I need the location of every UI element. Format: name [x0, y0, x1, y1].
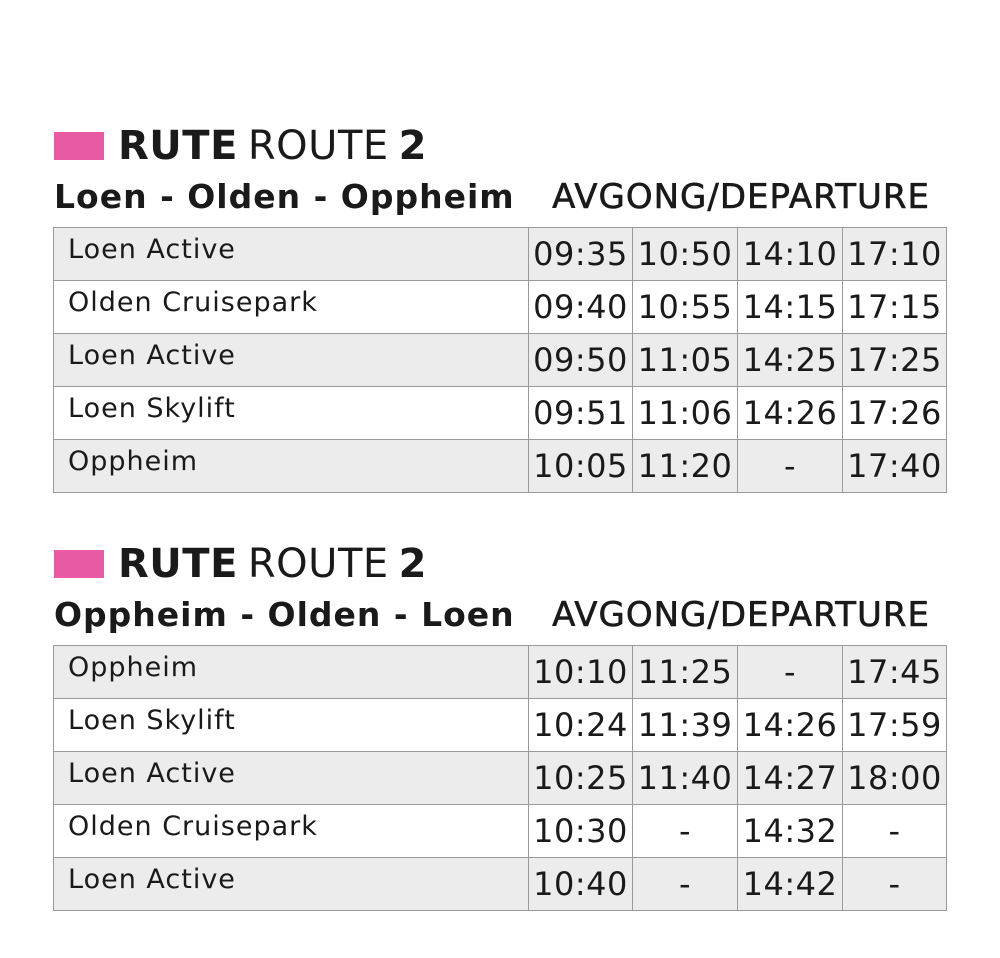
departure-time: 14:26 — [738, 699, 843, 752]
departure-time: 17:10 — [843, 228, 947, 281]
stop-name: Loen Active — [54, 752, 529, 805]
table-row — [54, 281, 947, 334]
route-subheading — [54, 177, 946, 217]
departure-time: 11:39 — [633, 699, 738, 752]
departure-time: 10:50 — [633, 228, 738, 281]
table-row — [54, 646, 947, 699]
departure-time: 10:40 — [529, 858, 633, 911]
stop-name: Oppheim — [54, 646, 529, 699]
route-title — [118, 124, 427, 168]
stop-name: Loen Skylift — [54, 699, 529, 752]
departure-time: 10:24 — [529, 699, 633, 752]
departure-time: - — [843, 805, 947, 858]
departure-time: 14:27 — [738, 752, 843, 805]
departure-time: 10:10 — [529, 646, 633, 699]
departure-time: 17:26 — [843, 387, 947, 440]
route-title-light: ROUTE — [247, 541, 389, 587]
table-row — [54, 387, 947, 440]
stop-name: Loen Active — [54, 334, 529, 387]
departure-time: 09:51 — [529, 387, 633, 440]
departure-time: 17:25 — [843, 334, 947, 387]
departure-time: - — [738, 440, 843, 493]
table-row — [54, 858, 947, 911]
route-stops: Loen - Olden - Oppheim — [54, 177, 515, 216]
table-row — [54, 334, 947, 387]
route-color-marker — [54, 550, 104, 578]
departure-time: 10:25 — [529, 752, 633, 805]
departure-label: AVGONG/DEPARTURE — [552, 595, 930, 635]
timetable-table — [53, 645, 947, 911]
route-title-bold: RUTE — [118, 541, 238, 587]
departure-time: 11:20 — [633, 440, 738, 493]
route-stops: Oppheim - Olden - Loen — [54, 595, 515, 634]
departure-label: AVGONG/DEPARTURE — [552, 177, 930, 217]
stop-name: Olden Cruisepark — [54, 805, 529, 858]
departure-time: 14:10 — [738, 228, 843, 281]
departure-time: 10:55 — [633, 281, 738, 334]
departure-time: - — [843, 858, 947, 911]
table-row — [54, 699, 947, 752]
departure-time: 14:15 — [738, 281, 843, 334]
route-subheading — [54, 595, 946, 635]
route-color-marker — [54, 132, 104, 160]
departure-time: 14:32 — [738, 805, 843, 858]
departure-time: 14:25 — [738, 334, 843, 387]
table-row — [54, 440, 947, 493]
route-title-bold: RUTE — [118, 123, 238, 169]
departure-time: 17:40 — [843, 440, 947, 493]
departure-time: 14:26 — [738, 387, 843, 440]
departure-time: 09:40 — [529, 281, 633, 334]
departure-time: 14:42 — [738, 858, 843, 911]
stop-name: Loen Active — [54, 858, 529, 911]
stop-name: Loen Skylift — [54, 387, 529, 440]
stop-name: Oppheim — [54, 440, 529, 493]
departure-time: - — [738, 646, 843, 699]
departure-time: 09:35 — [529, 228, 633, 281]
departure-time: 10:30 — [529, 805, 633, 858]
route-heading — [54, 542, 427, 586]
stop-name: Loen Active — [54, 228, 529, 281]
departure-time: 11:05 — [633, 334, 738, 387]
table-row — [54, 228, 947, 281]
departure-time: 10:05 — [529, 440, 633, 493]
table-row — [54, 805, 947, 858]
departure-time: 09:50 — [529, 334, 633, 387]
departure-time: 17:15 — [843, 281, 947, 334]
departure-time: 11:40 — [633, 752, 738, 805]
departure-time: 11:25 — [633, 646, 738, 699]
stop-name: Olden Cruisepark — [54, 281, 529, 334]
departure-time: 17:59 — [843, 699, 947, 752]
departure-time: 17:45 — [843, 646, 947, 699]
departure-time: - — [633, 858, 738, 911]
timetable-table — [53, 227, 947, 493]
departure-time: 18:00 — [843, 752, 947, 805]
route-heading — [54, 124, 427, 168]
table-row — [54, 752, 947, 805]
route-title-light: ROUTE — [247, 123, 389, 169]
departure-time: - — [633, 805, 738, 858]
route-title — [118, 542, 427, 586]
route-number: 2 — [398, 541, 427, 587]
departure-time: 11:06 — [633, 387, 738, 440]
route-number: 2 — [398, 123, 427, 169]
